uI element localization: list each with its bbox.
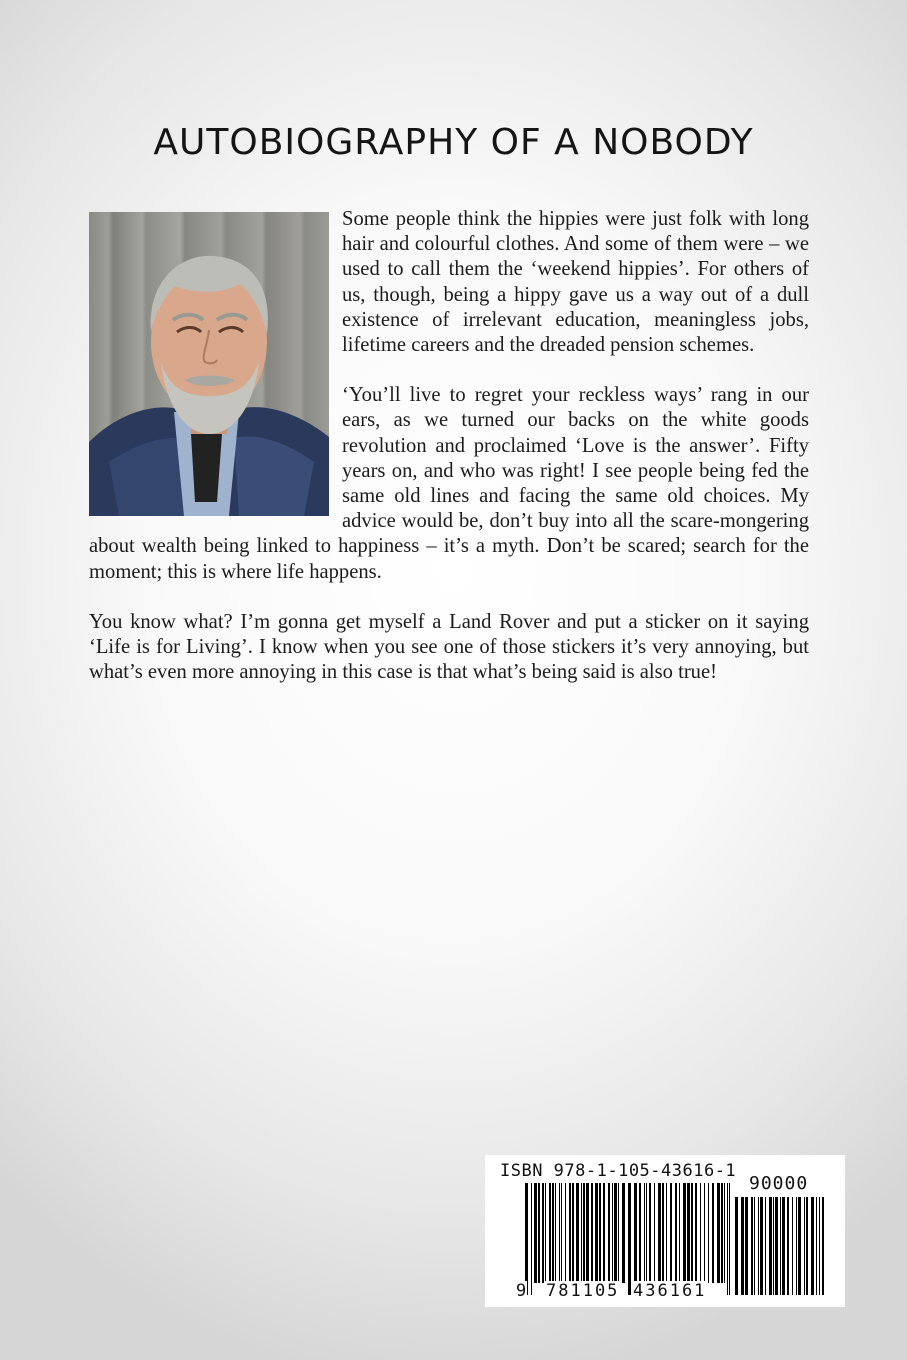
barcode-bar	[780, 1197, 781, 1295]
barcode-bar	[603, 1183, 605, 1283]
barcode-bar	[666, 1183, 667, 1283]
barcode-bar	[549, 1183, 551, 1283]
barcode-digits-left: 781105	[546, 1281, 620, 1301]
barcode-bar	[534, 1183, 537, 1283]
barcode-bar	[695, 1183, 697, 1283]
price-code: 90000	[749, 1173, 809, 1194]
barcode-bar	[775, 1197, 778, 1295]
barcode-bar	[599, 1183, 601, 1283]
barcode-bar	[735, 1197, 738, 1295]
blurb-paragraph-2: ‘You’ll live to regret your reckless ways’ rang in our ears, as we turned our backs on the white goods revolution and proclaimed ‘Love is the answer’. Fifty years on, and who was right! I see people being fed the same old lines and facing the same old choices. My advice would be, don’t buy into all the scare-mongering about wealth being linked to happiness – it’s a myth. Don’t be scared; search for the moment; this is where life happens.	[89, 384, 809, 583]
barcode-bar	[662, 1183, 664, 1283]
barcode-bar	[614, 1183, 617, 1283]
barcode-bar	[804, 1197, 805, 1295]
barcode-bar	[565, 1183, 566, 1283]
blurb	[89, 207, 809, 710]
barcode-bar	[721, 1183, 723, 1283]
barcode-bar	[569, 1183, 571, 1283]
barcode-bar	[760, 1197, 763, 1295]
barcode-bar	[691, 1183, 693, 1283]
barcode-bar	[712, 1183, 714, 1283]
barcode-bar	[811, 1197, 814, 1295]
barcode-bar	[717, 1183, 720, 1283]
barcode-bar	[576, 1183, 579, 1283]
barcode-bar	[727, 1183, 728, 1295]
barcode-bar	[555, 1183, 556, 1283]
barcode-bar	[683, 1183, 686, 1283]
barcode-bar	[622, 1183, 625, 1283]
isbn-barcode	[485, 1155, 845, 1307]
barcode-bar	[806, 1197, 808, 1295]
barcode-bar	[769, 1197, 772, 1295]
barcode-bar	[816, 1197, 817, 1295]
barcode-bar	[644, 1183, 645, 1283]
barcode-bar	[798, 1197, 801, 1295]
isbn-label: ISBN 978-1-105-43616-1	[500, 1161, 737, 1181]
barcode-bar	[765, 1197, 766, 1295]
barcode-bar	[559, 1183, 560, 1283]
barcode-digit-first: 9	[516, 1281, 527, 1301]
barcode-bar	[679, 1183, 680, 1283]
barcode-bar	[649, 1183, 651, 1283]
barcode-bar	[758, 1197, 759, 1295]
barcode-bar	[531, 1183, 532, 1295]
barcode-bar	[591, 1183, 593, 1283]
barcode-bar	[538, 1183, 540, 1283]
barcode-bar	[792, 1197, 793, 1295]
barcode-bar	[741, 1197, 744, 1295]
barcode-bar	[646, 1183, 647, 1283]
barcode-bar	[618, 1183, 619, 1283]
barcode-bar	[654, 1183, 655, 1283]
barcode-bar	[634, 1183, 637, 1283]
barcode-bar	[628, 1183, 631, 1295]
barcode-bar	[608, 1183, 610, 1283]
barcode-bar	[773, 1197, 774, 1295]
blurb-paragraph-3: You know what? I’m gonna get myself a Land Rover and put a sticker on it saying ‘Life is for Living’. I know when you see one of those stickers it’s very annoying, but what’s even more annoying in this case is that what’s being said is also true!	[89, 610, 809, 684]
barcode-bar	[819, 1197, 820, 1295]
barcode-bar	[822, 1197, 824, 1295]
barcode-bar	[675, 1183, 677, 1283]
barcode-bar	[670, 1183, 672, 1283]
barcode-bar	[542, 1183, 544, 1283]
barcode-bar	[782, 1197, 785, 1295]
barcode-bar	[561, 1183, 562, 1283]
barcode-bar	[545, 1183, 546, 1283]
barcode-bar	[612, 1183, 613, 1283]
blurb-paragraph-1: Some people think the hippies were just folk with long hair and colourful clothes. And some of them were – we used to call them the ‘weekend hippies’. For others of us, though, being a hippy gave us a way out of a dull existence of irrelevant education, meaningless jobs, lifetime careers and the dreaded pension schemes.	[342, 208, 809, 357]
barcode-bar	[572, 1183, 574, 1283]
barcode-bar	[687, 1183, 690, 1283]
barcode-bar	[787, 1197, 789, 1295]
book-title: AUTOBIOGRAPHY OF A NOBODY	[153, 122, 754, 163]
barcode-bar	[724, 1183, 725, 1283]
author-portrait-illustration	[89, 212, 329, 516]
barcode-bar	[552, 1183, 554, 1283]
barcode-bar	[754, 1197, 755, 1295]
barcode-bar	[525, 1183, 528, 1295]
barcode-bar	[708, 1183, 709, 1283]
barcode-bar	[729, 1183, 730, 1295]
barcode-bar	[581, 1183, 582, 1283]
author-photo	[89, 212, 329, 516]
barcode-bar	[583, 1183, 585, 1283]
barcode-bar	[751, 1197, 753, 1295]
barcode-bar	[595, 1183, 598, 1283]
barcode-bar	[586, 1183, 589, 1283]
barcode-bar	[796, 1197, 797, 1295]
barcode-bar	[639, 1183, 641, 1283]
barcode-bar	[658, 1183, 661, 1283]
barcode-digits-right: 436161	[633, 1281, 707, 1301]
barcode-bar	[700, 1183, 701, 1283]
barcode-bar	[745, 1197, 748, 1295]
barcode-bar	[704, 1183, 705, 1283]
